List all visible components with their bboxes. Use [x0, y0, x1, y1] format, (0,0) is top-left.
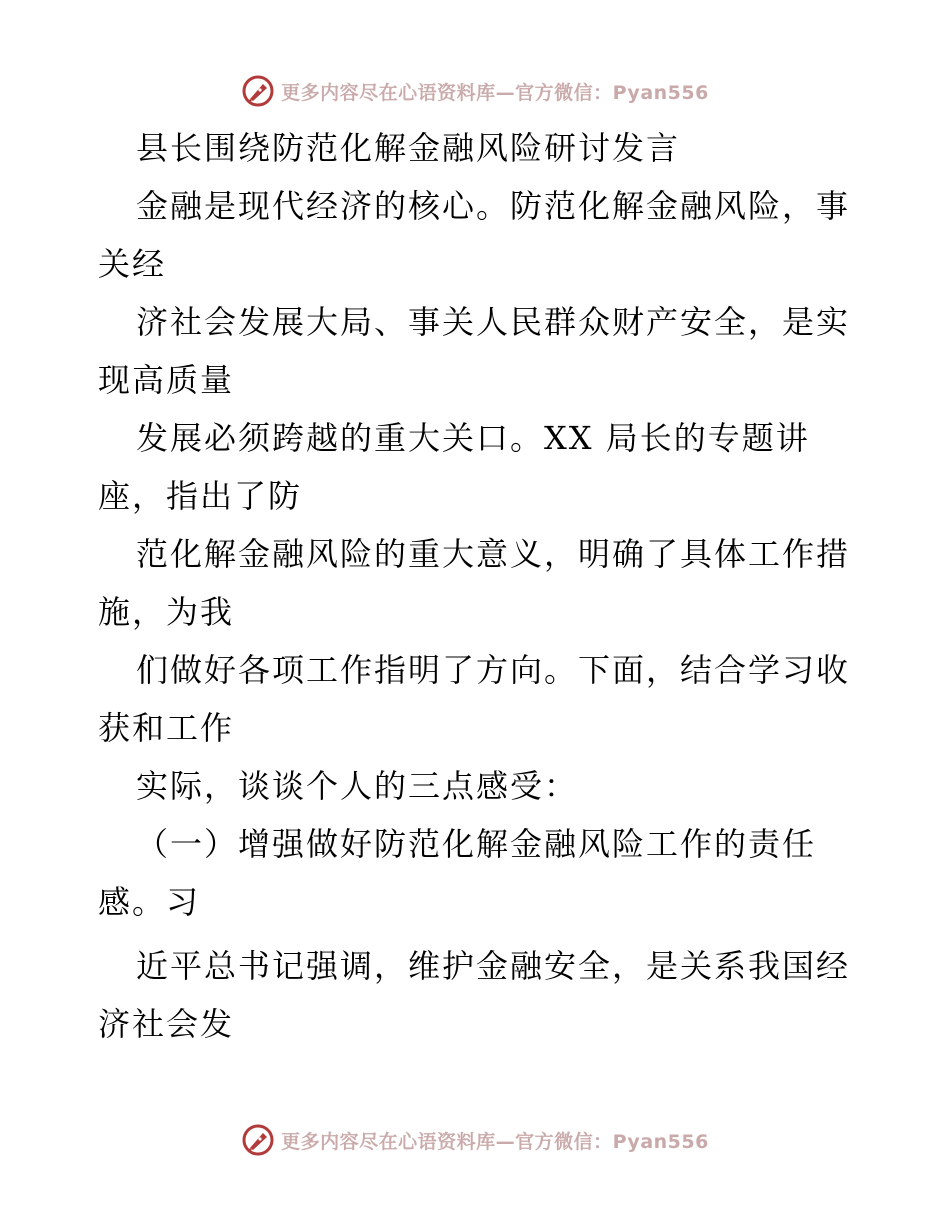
- watermark-text: 更多内容尽在心语资料库—官方微信：Pyan556: [281, 1130, 709, 1153]
- paragraph-line: 座，指出了防: [98, 477, 303, 515]
- pen-nib-icon: [241, 74, 275, 108]
- paragraph-line: 实际，谈谈个人的三点感受：: [136, 767, 579, 805]
- paragraph-line: 关经: [98, 245, 167, 283]
- paragraph-line: 金融是现代经济的核心。防范化解金融风险，事: [136, 187, 851, 225]
- paragraph-line: 近平总书记强调，维护金融安全，是关系我国经: [136, 947, 851, 985]
- paragraph-line: 现高质量: [98, 361, 235, 399]
- header-watermark-banner: [0, 71, 950, 111]
- watermark-text: 更多内容尽在心语资料库—官方微信：Pyan556: [281, 81, 709, 104]
- paragraph-line: 济社会发展大局、事关人民群众财产安全，是实: [136, 303, 851, 341]
- paragraph-line: 们做好各项工作指明了方向。下面，结合学习收: [136, 651, 851, 689]
- paragraph-line: 感。习: [98, 883, 201, 921]
- paragraph-line: 范化解金融风险的重大意义，明确了具体工作措: [136, 535, 851, 573]
- pen-nib-icon: [241, 1123, 275, 1157]
- document-title: 县长围绕防范化解金融风险研讨发言: [136, 129, 681, 167]
- section-heading-line: （一）增强做好防范化解金融风险工作的责任: [136, 825, 817, 863]
- footer-watermark-banner: [0, 1120, 950, 1160]
- paragraph-line: 发展必须跨越的重大关口。XX 局长的专题讲: [136, 419, 810, 457]
- paragraph-line: 获和工作: [98, 709, 235, 747]
- paragraph-line: 施，为我: [98, 593, 235, 631]
- paragraph-line: 济社会发: [98, 1005, 235, 1043]
